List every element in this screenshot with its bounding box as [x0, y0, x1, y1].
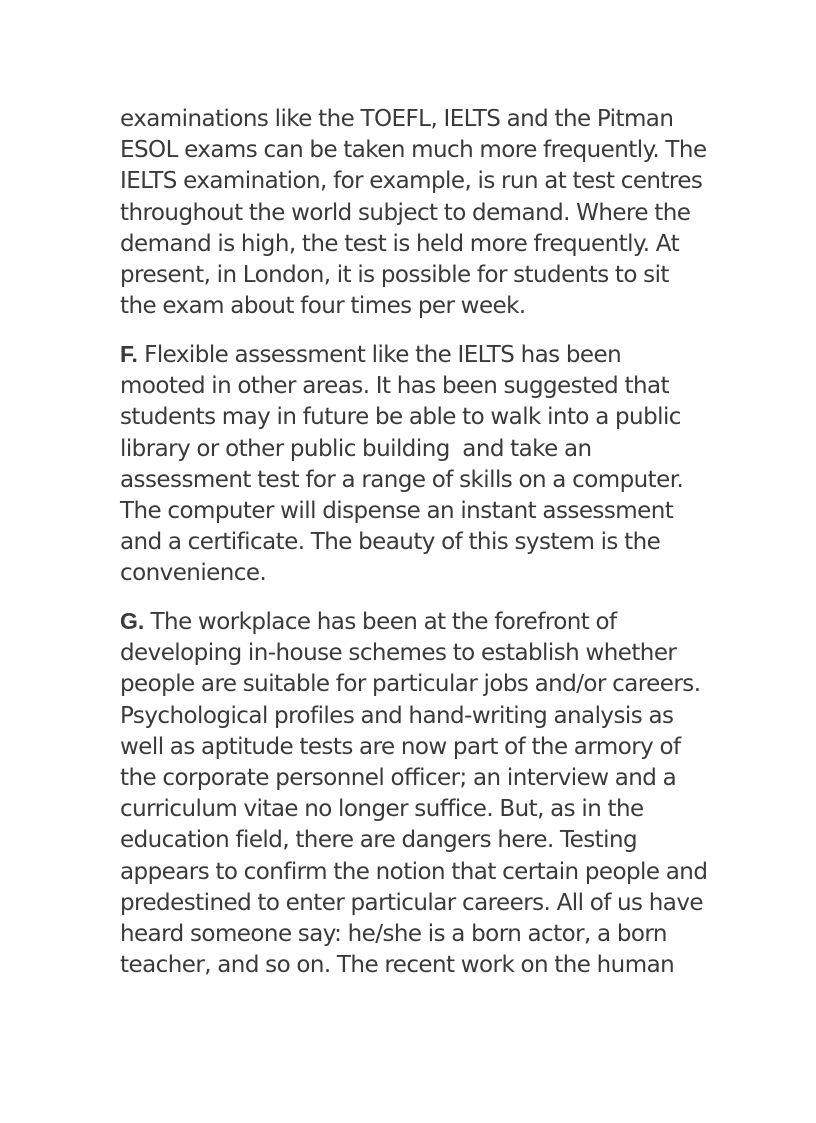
text-line: present, in London, it is possible for students to sit: [120, 262, 669, 289]
text-line: demand is high, the test is held more frequently. At: [120, 230, 680, 257]
paragraph-letter-f: F.: [120, 340, 138, 367]
text-line: appears to confirm the notion that certain people and: [120, 858, 708, 885]
paragraph-f: [120, 339, 710, 590]
text-line-content: The workplace has been at the forefront of: [144, 609, 617, 636]
paragraph-g: [120, 606, 710, 981]
text-line: the exam about four times per week.: [120, 293, 526, 320]
document-page: [120, 104, 710, 998]
text-line: students may in future be able to walk into a public: [120, 404, 681, 431]
text-line: education field, there are dangers here. Testing: [120, 827, 638, 854]
text-line: ESOL exams can be taken much more frequently. The: [120, 137, 707, 164]
paragraph-letter-g: G.: [120, 608, 145, 635]
text-line: heard someone say: he/she is a born actor, a born: [120, 921, 667, 948]
text-line: library or other public building and take an: [120, 435, 592, 462]
text-line: convenience.: [120, 560, 267, 587]
text-line: curriculum vitae no longer suffice. But, as in the: [120, 796, 644, 823]
text-line: people are suitable for particular jobs and/or careers.: [120, 671, 701, 698]
text-line: examinations like the TOEFL, IELTS and the Pitman: [120, 106, 674, 132]
text-line: The computer will dispense an instant assessment: [120, 497, 674, 524]
text-line: [120, 606, 710, 638]
text-line: teacher, and so on. The recent work on the human: [120, 952, 675, 979]
text-line: assessment test for a range of skills on a computer.: [120, 466, 684, 493]
text-line: developing in-house schemes to establish whether: [120, 640, 677, 667]
text-line: well as aptitude tests are now part of the armory of: [120, 733, 681, 760]
text-line: Psychological profiles and hand-writing analysis as: [120, 702, 674, 729]
text-line: mooted in other areas. It has been suggested that: [120, 373, 669, 400]
text-line: IELTS examination, for example, is run at test centres: [120, 168, 703, 195]
text-line-content: Flexible assessment like the IELTS has been: [137, 341, 622, 368]
text-line: predestined to enter particular careers. All of us have: [120, 889, 703, 916]
text-line: [120, 339, 710, 371]
text-line: and a certificate. The beauty of this system is the: [120, 529, 661, 556]
text-line: throughout the world subject to demand. Where the: [120, 199, 691, 226]
text-line: the corporate personnel officer; an interview and a: [120, 765, 677, 792]
paragraph-e-continued: [120, 104, 710, 322]
